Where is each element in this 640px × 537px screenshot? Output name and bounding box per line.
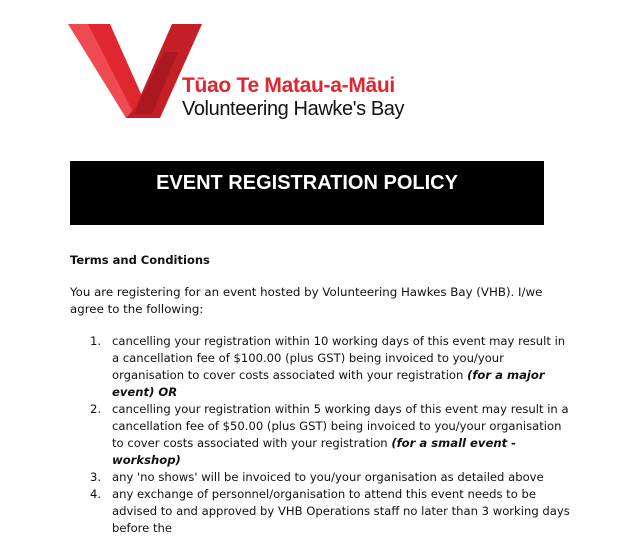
policy-title-banner: EVENT REGISTRATION POLICY: [70, 161, 544, 225]
terms-list-item: [70, 333, 570, 401]
logo-maori-name: Tūao Te Matau-a-Māui: [182, 74, 395, 97]
item-number: 4.: [90, 487, 102, 501]
item-text: any 'no shows' will be invoiced to you/your organisation as detailed above: [112, 470, 544, 484]
item-text: cancelling your registration within 5 working days of this event may result in a cancellation fee of $50.00 (plus GST) being invoiced to you/your organisation to cover costs associated with your registration: [112, 402, 569, 450]
terms-list-item: [70, 469, 570, 486]
item-number: 2.: [90, 402, 102, 416]
terms-list: [70, 333, 570, 537]
item-text: cancelling your registration within 10 working days of this event may result in a cancellation fee of $100.00 (plus GST) being invoiced to you/your organisation to cover costs associated with your registration: [112, 334, 566, 382]
item-number: 3.: [90, 470, 102, 484]
terms-intro: You are registering for an event hosted by Volunteering Hawkes Bay (VHB). I/we agree to the following:: [70, 285, 543, 316]
item-emphasis: (for a small event - workshop): [112, 436, 516, 467]
item-emphasis: (for a major event) OR: [112, 368, 545, 399]
terms-heading: Terms and Conditions: [70, 253, 210, 267]
item-text: any exchange of personnel/organisation to attend this event needs to be advised to and approved by VHB Operations staff no later than 3 working days before the: [112, 487, 570, 535]
terms-list-item: [70, 401, 570, 469]
item-number: 1.: [90, 334, 102, 348]
logo-english-name: Volunteering Hawke's Bay: [182, 98, 405, 120]
vhb-logo: [68, 22, 408, 122]
terms-list-item: [70, 486, 570, 537]
